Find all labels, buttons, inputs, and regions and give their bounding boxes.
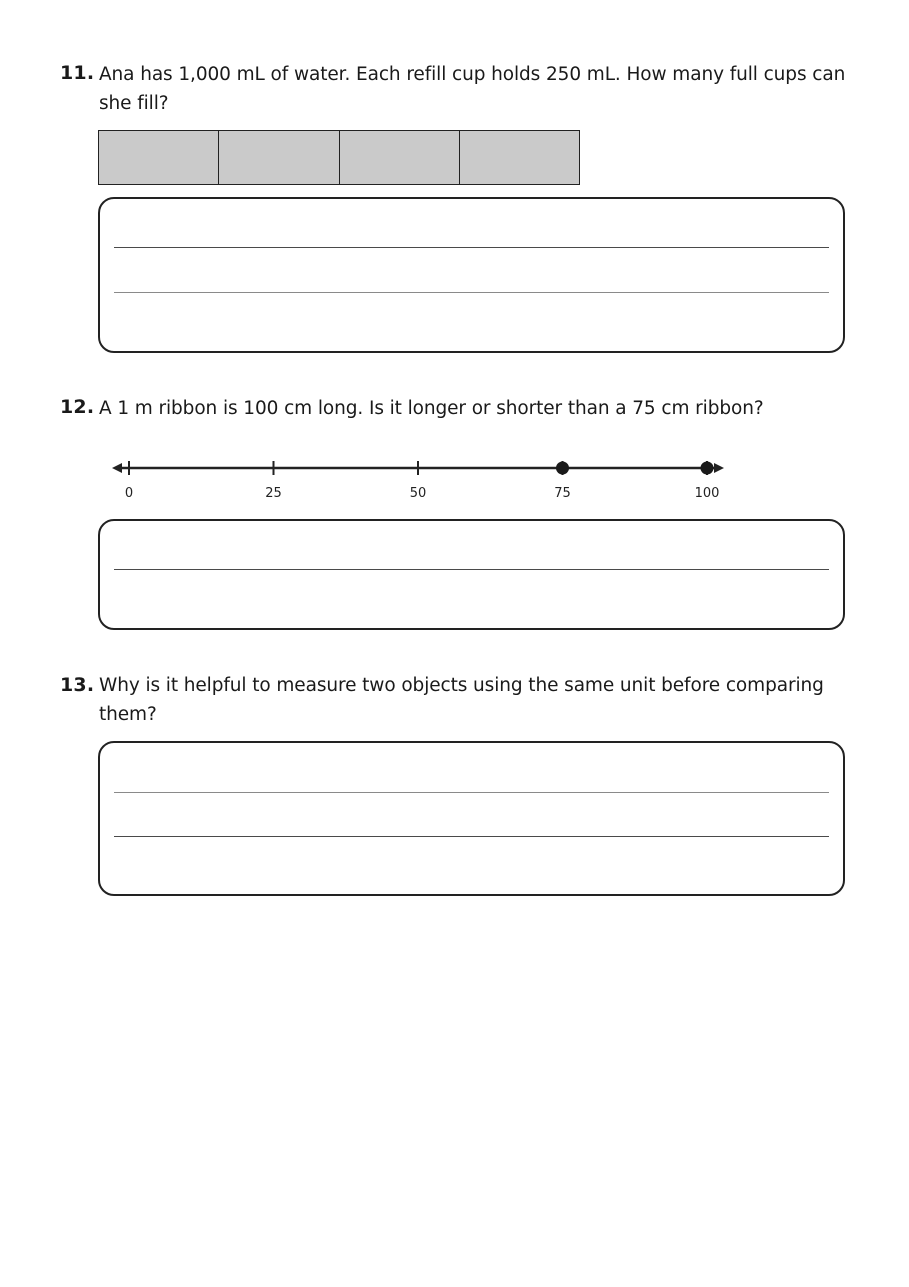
writing-line [114,792,829,793]
bar-model-part [460,130,580,185]
question-text: A 1 m ribbon is 100 cm long. Is it longer or shorter than a 75 cm ribbon? [99,398,764,419]
question-number: 12. [60,396,95,418]
number-line-tick-label: 100 [694,486,720,501]
question-number: 13. [60,674,95,696]
answer-box[interactable] [98,741,845,896]
bar-model [98,130,580,185]
left-arrow-icon [112,463,122,473]
question-number: 11. [60,62,95,84]
bar-model-part [219,130,339,185]
question-text: Ana has 1,000 mL of water. Each refill cup holds 250 mL. How many full cups can she fill? [99,64,846,114]
question-text: Why is it helpful to measure two objects using the same unit before comparing them? [99,675,824,725]
right-arrow-icon [714,463,724,473]
answer-box[interactable] [98,197,845,353]
writing-line [114,292,829,293]
bar-model-part [340,130,460,185]
number-line-point [556,462,569,475]
number-line-tick-label: 25 [265,486,282,501]
number-line [100,452,740,508]
bar-model-part [98,130,219,185]
answer-box[interactable] [98,519,845,630]
number-line-tick-label: 75 [554,486,571,501]
number-line-tick-label: 50 [409,486,427,501]
number-line-point [701,462,714,475]
writing-line [114,569,829,570]
writing-line [114,836,829,837]
writing-line [114,247,829,248]
number-line-tick-label: 0 [124,486,134,501]
